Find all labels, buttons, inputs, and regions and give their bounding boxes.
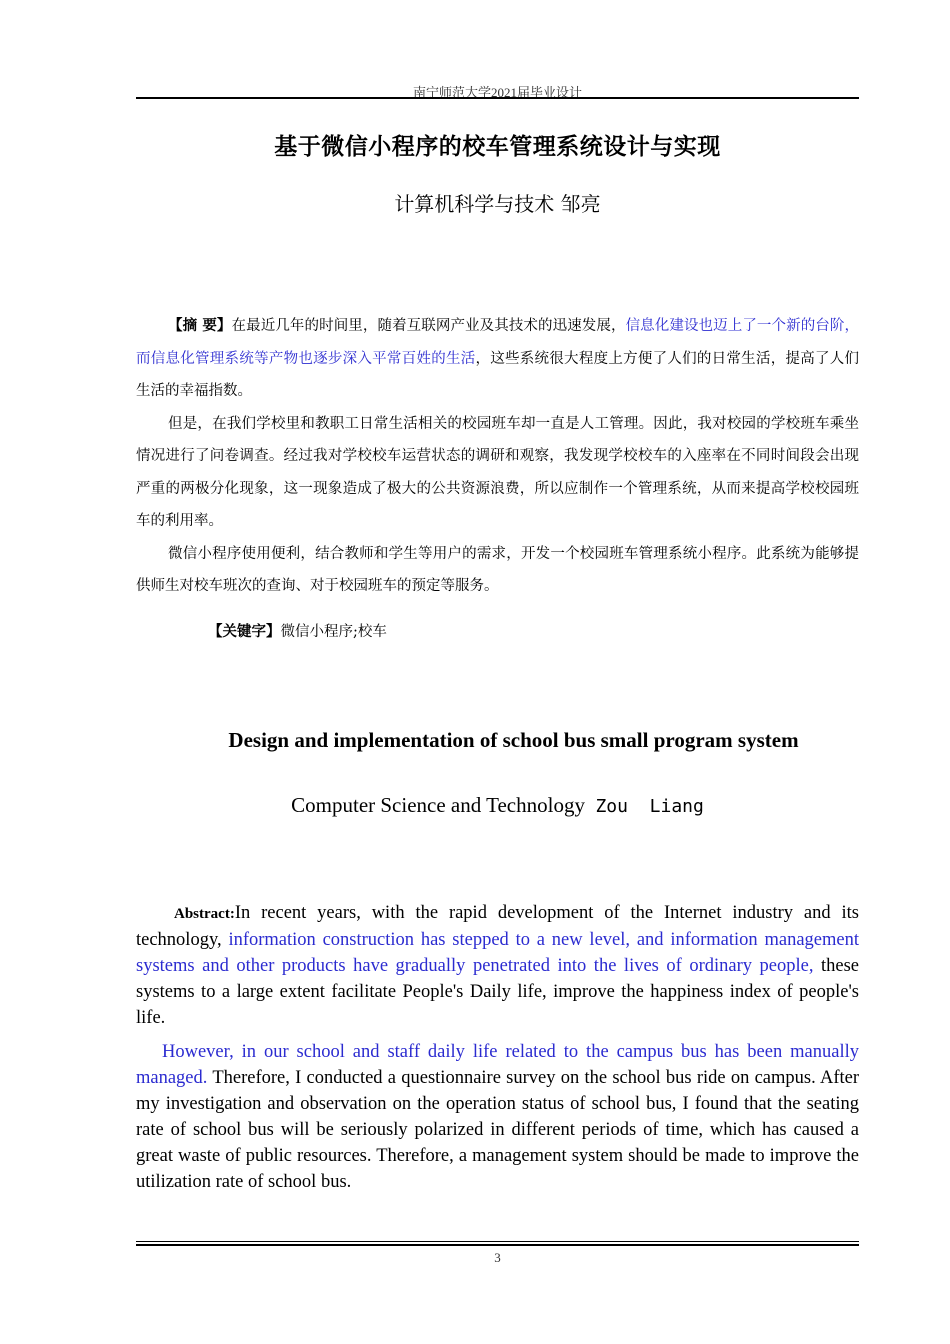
chinese-title: 基于微信小程序的校车管理系统设计与实现: [274, 134, 721, 160]
english-abstract: [136, 900, 859, 1203]
chinese-abstract-paragraph-3: 微信小程序使用便利，结合教师和学生等用户的需求，开发一个校园班车管理系统小程序。此系统为能够提供师生对校车班次的查询、对于校园班车的预定等服务。: [136, 545, 859, 594]
chinese-abstract-label: 【摘 要】: [168, 318, 232, 334]
chinese-abstract-text: 在最近几年的时间里，随着互联网产业及其技术的迅速发展，: [231, 318, 626, 334]
english-abstract-text: In recent years, with the rapid development of the Internet industry and its technology,: [136, 903, 859, 950]
english-abstract-paragraph-1: [136, 900, 859, 1031]
chinese-keywords-label: 【关键字】: [208, 624, 281, 640]
chinese-keywords: [208, 620, 387, 641]
chinese-abstract-text: ，这些系统很大程度上方便了人们的日常生活，提高了人们生活的幸福指数。: [136, 350, 860, 399]
chinese-abstract-paragraph-2: 但是，在我们学校里和教职工日常生活相关的校园班车却一直是人工管理。因此，我对校园的学校班车乘坐情况进行了问卷调查。经过我对学校校车运营状态的调研和观察，我发现学校校车的入座率在不同时间段会出现严重的两极分化现象，这一现象造成了极大的公共资源浪费，所以应制作一个管理系统，从而来提高学校校园班车的利用率。: [136, 415, 859, 529]
highlighted-text: information construction has stepped to a new level, and information management systems and other products have gradually penetrated into the lives of ordinary people,: [136, 930, 859, 976]
header-rule: [136, 97, 859, 99]
english-author-line: [136, 793, 859, 818]
footer-rule: [136, 1241, 859, 1242]
english-title: Design and implementation of school bus small program system: [228, 728, 799, 752]
highlighted-text: 信息化建设也迈上了一个新的台阶，而信息化管理系统等产物也逐步深入平常百姓的生活: [136, 318, 859, 367]
chinese-author-line: 计算机科学与技术 邹亮: [394, 192, 601, 216]
chinese-abstract: [136, 310, 859, 603]
english-abstract-paragraph-2: [136, 1039, 859, 1195]
highlighted-text: However, in our school and staff daily life related to the campus bus has been manually managed.: [136, 1042, 859, 1088]
english-author-name: Zou Liang: [595, 796, 704, 817]
english-abstract-label: Abstract:: [174, 906, 235, 922]
english-abstract-text: Therefore, I conducted a questionnaire survey on the school bus ride on campus. After my investigation and observation on the operation status of school bus, I found that the seating rate of school bus will be seriously polarized in different periods of time, which has caused a great waste of public resources. Therefore, a management system should be made to improve the utilization rate of school bus.: [136, 1068, 859, 1192]
page-number: 3: [494, 1250, 501, 1265]
page-header: 南宁师范大学2021届毕业设计: [412, 85, 582, 100]
footer-rule: [136, 1244, 859, 1246]
english-abstract-text: these systems to a large extent facilitate People's Daily life, improve the happiness index of people's life.: [136, 956, 860, 1028]
english-author-major: Computer Science and Technology: [291, 793, 585, 817]
chinese-keywords-text: 微信小程序;校车: [280, 624, 387, 640]
chinese-abstract-paragraph-1: [136, 310, 859, 408]
